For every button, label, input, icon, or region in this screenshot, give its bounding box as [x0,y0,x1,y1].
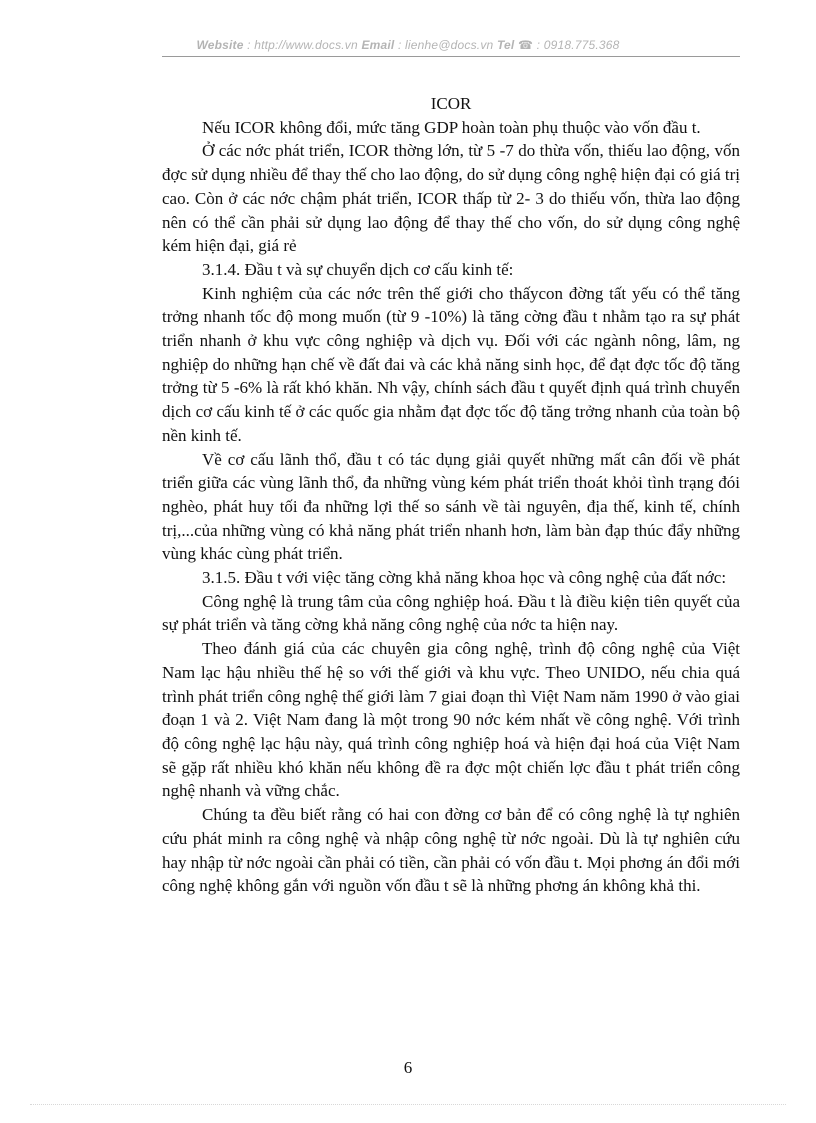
paragraph-7: Chúng ta đều biết rằng có hai con đờng cơ bản để có công nghệ là tự nghiên cứu phát minh ra công nghệ và nhập công nghệ từ nớc ngoài. Dù là tự nghiên cứu hay nhập từ nớc ngoài cần phải có tiền, cần phải có vốn đầu t. Mọi phơng án đổi mới công nghệ không gắn với nguồn vốn đầu t sẽ là những phơng án không khả thi. [162,805,740,896]
website-label: Website [196,38,244,52]
paragraph-6: Theo đánh giá của các chuyên gia công nghệ, trình độ công nghệ của Việt Nam lạc hậu nhiều thế hệ so với thế giới và khu vực. Theo UNIDO, nếu chia quá trình phát triển công nghệ thế giới làm 7 giai đoạn thì Việt Nam năm 1990 ở vào giai đoạn 1 và 2. Việt Nam đang là một trong 90 nớc kém nhất về công nghệ. Với trình độ công nghệ lạc hậu này, quá trình công nghiệp hoá và hiện đại hoá của Việt Nam sẽ gặp rất nhiều khó khăn nếu không đề ra đợc một chiến lợc đầu t phát triển công nghệ nhanh và vững chắc. [162,639,740,801]
bottom-divider [30,1104,786,1105]
heading-3-1-4: 3.1.4. Đầu t và sự chuyển dịch cơ cấu kinh tế: [202,259,514,279]
email-label: Email [361,38,395,52]
website-value: : http://www.docs.vn [243,38,358,52]
page-header [0,38,816,52]
paragraph-1: Nếu ICOR không đổi, mức tăng GDP hoàn toàn phụ thuộc vào vốn đầu t. [202,117,701,137]
email-value: : lienhe@docs.vn [394,38,494,52]
page-number: 6 [403,1058,413,1077]
tel-label: Tel [496,38,515,52]
section-title: ICOR [430,94,472,113]
tel-value: ☎ : 0918.775.368 [514,38,620,52]
header-divider [162,56,740,57]
heading-3-1-5: 3.1.5. Đầu t với việc tăng cờng khả năng khoa học và công nghệ của đất nớc: [202,568,727,588]
paragraph-3: Kinh nghiệm của các nớc trên thế giới cho thấycon đờng tất yếu có thể tăng trởng nhanh tốc độ mong muốn (từ 9 -10%) là tăng cờng đầu t nhằm tạo ra sự phát triển nhanh ở khu vực công nghiệp và dịch vụ. Đối với các ngành nông, lâm, ng nghiệp do những hạn chế về đất đai và các khả năng sinh học, để đạt đợc tốc độ tăng trởng từ 5 -6% là rất khó khăn. Nh vậy, chính sách đầu t quyết định quá trình chuyển dịch cơ cấu kinh tế ở các quốc gia nhằm đạt đợc tốc độ tăng trởng nhanh của toàn bộ nền kinh tế. [162,283,740,445]
document-body [162,92,740,898]
paragraph-4: Về cơ cấu lãnh thổ, đầu t có tác dụng giải quyết những mất cân đối về phát triển giữa các vùng lãnh thổ, đa những vùng kém phát triển thoát khỏi tình trạng đói nghèo, phát huy tối đa những lợi thế so sánh về tài nguyên, địa thế, kinh tế, chính trị,...của những vùng có khả năng phát triển nhanh hơn, làm bàn đạp thúc đẩy những vùng khác cùng phát triển. [162,449,740,564]
paragraph-2: Ở các nớc phát triển, ICOR thờng lớn, từ 5 -7 do thừa vốn, thiếu lao động, vốn đợc sử dụng nhiều để thay thế cho lao động, do sử dụng công nghệ hiện đại có giá trị cao. Còn ở các nớc chậm phát triển, ICOR thấp từ 2- 3 do thiếu vốn, thừa lao động nên có thể cần phải sử dụng lao động để thay thế cho vốn, do sử dụng công nghệ kém hiện đại, giá rẻ [162,141,740,256]
paragraph-5: Công nghệ là trung tâm của công nghiệp hoá. Đầu t là điều kiện tiên quyết của sự phát triển và tăng cờng khả năng công nghệ của nớc ta hiện nay. [162,591,740,635]
